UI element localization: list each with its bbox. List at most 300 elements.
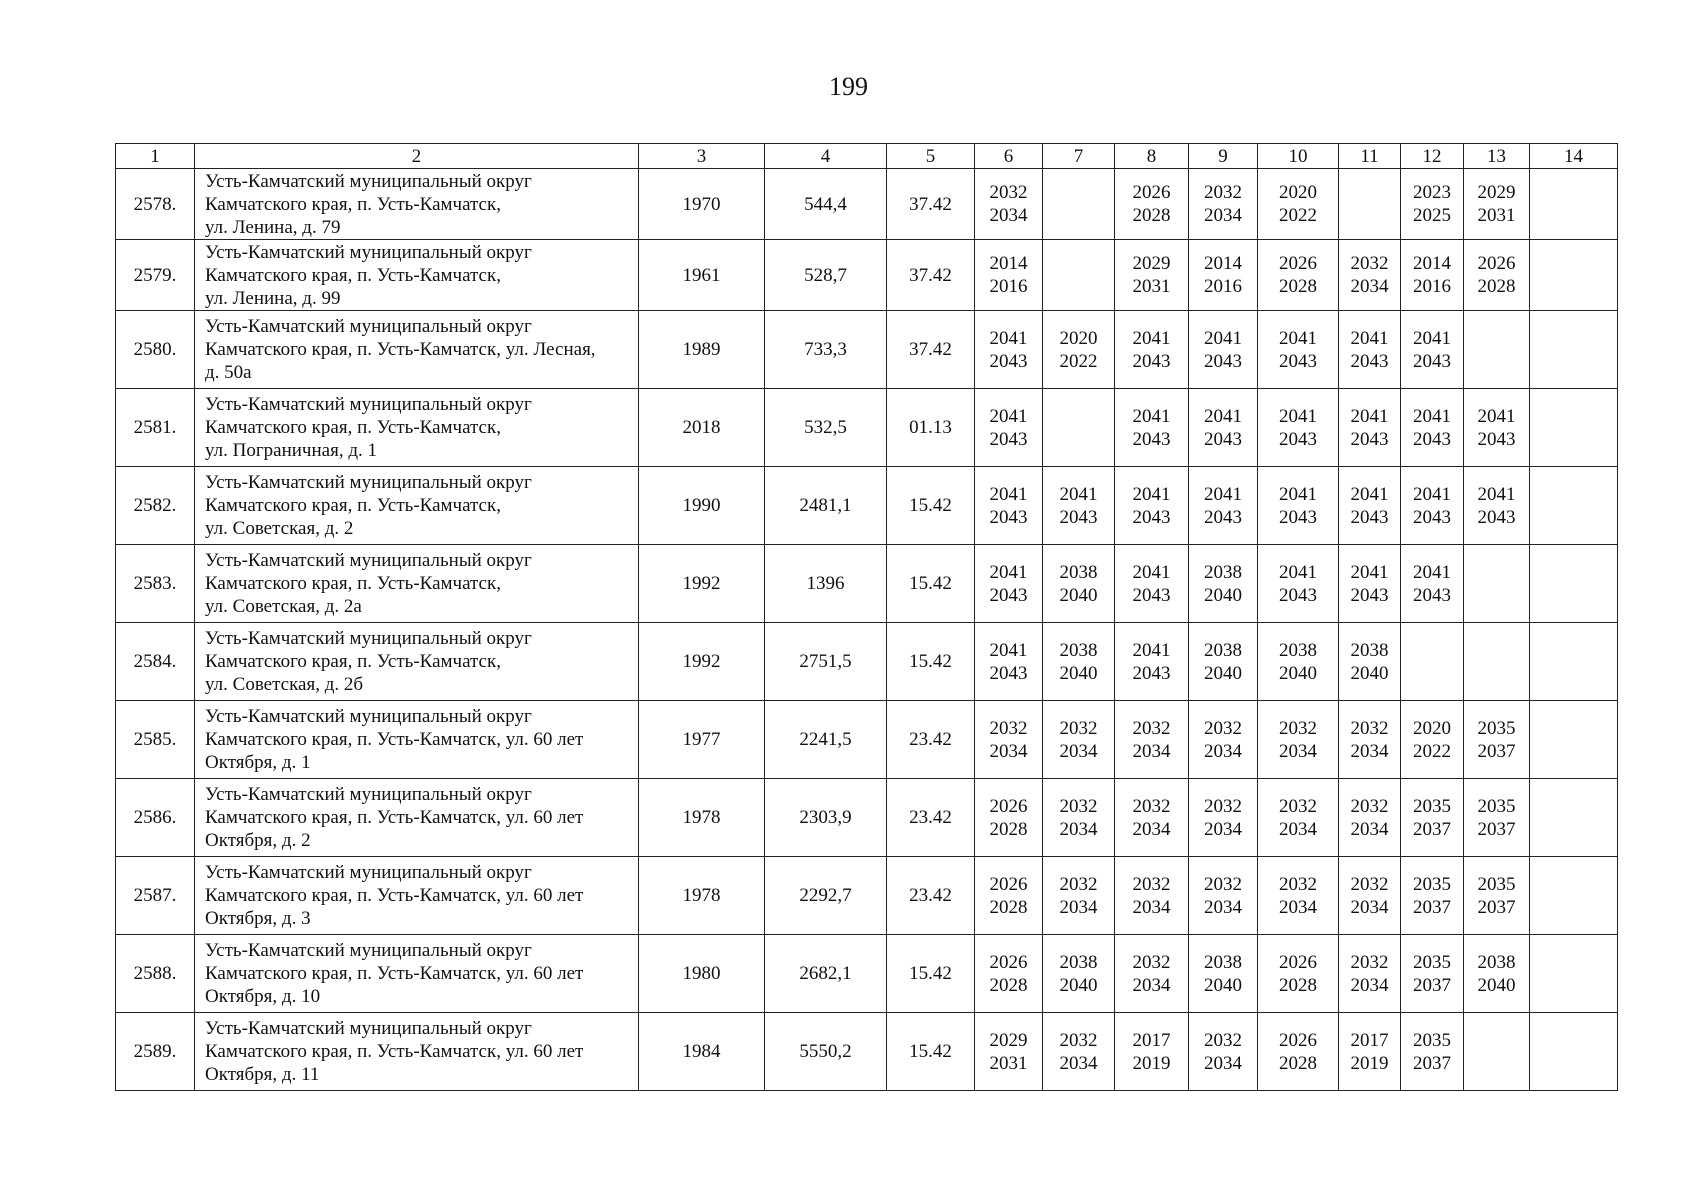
period-year: 2043 (1413, 350, 1451, 372)
address-line: ул. Советская, д. 2а (205, 596, 362, 617)
period-year: 2041 (1279, 327, 1317, 349)
address-cell (195, 623, 639, 701)
period-cell-12 (1401, 311, 1464, 389)
period-year: 2034 (1059, 1052, 1098, 1074)
period-year: 2032 (1204, 795, 1242, 817)
period-cell-11 (1339, 1013, 1401, 1091)
period-year: 2037 (1477, 740, 1516, 762)
address-line: Камчатского края, п. Усть-Камчатск, (205, 573, 501, 594)
period-cell-12 (1401, 545, 1464, 623)
total-area: 2751,5 (765, 623, 887, 701)
period-cell-13 (1464, 623, 1530, 701)
period-cell-10 (1258, 169, 1339, 240)
period-cell-7 (1043, 1013, 1115, 1091)
period-year: 2034 (1132, 740, 1171, 762)
period-year: 2032 (1132, 873, 1171, 895)
period-cell-10 (1258, 240, 1339, 311)
address-line: Октября, д. 3 (205, 908, 311, 929)
period-year: 2041 (989, 639, 1028, 661)
period-cell-12 (1401, 240, 1464, 311)
period-year: 2038 (1059, 561, 1098, 583)
period-year: 2041 (1477, 405, 1516, 427)
period-cell-12 (1401, 623, 1464, 701)
period-cell-7 (1043, 311, 1115, 389)
period-year: 2034 (1279, 896, 1317, 918)
address-cell (195, 857, 639, 935)
period-year: 2034 (1350, 974, 1389, 996)
period-cell-9 (1189, 169, 1258, 240)
period-year: 2032 (1204, 873, 1242, 895)
address-line: Усть-Камчатский муниципальный округ (205, 706, 532, 727)
table-row (116, 467, 1618, 545)
address-line: Усть-Камчатский муниципальный округ (205, 170, 532, 192)
period-cell-12 (1401, 389, 1464, 467)
table-row (116, 701, 1618, 779)
address-line: Усть-Камчатский муниципальный округ (205, 472, 532, 493)
period-cell-8 (1115, 169, 1189, 240)
column-header-11: 11 (1339, 144, 1401, 169)
period-year: 2043 (1350, 506, 1389, 528)
period-year: 2041 (1477, 483, 1516, 505)
period-year: 2035 (1413, 795, 1451, 817)
period-year: 2043 (1204, 506, 1242, 528)
period-cell-9 (1189, 623, 1258, 701)
period-year: 2032 (1132, 795, 1171, 817)
period-cell-8 (1115, 467, 1189, 545)
table-row (116, 389, 1618, 467)
period-year: 2014 (1204, 253, 1242, 274)
period-year: 2043 (1132, 350, 1171, 372)
period-year: 2032 (1204, 1029, 1242, 1051)
period-cell-10 (1258, 623, 1339, 701)
period-year: 2038 (1059, 639, 1098, 661)
period-year: 2043 (1132, 506, 1171, 528)
period-year: 2032 (1350, 717, 1389, 739)
period-year: 2043 (1350, 428, 1389, 450)
row-number: 2581. (116, 389, 195, 467)
table-row (116, 935, 1618, 1013)
period-year: 2035 (1413, 1029, 1451, 1051)
period-year: 2019 (1350, 1052, 1389, 1074)
address-line: Камчатского края, п. Усть-Камчатск, ул. 60 лет (205, 729, 584, 750)
period-year: 2035 (1413, 873, 1451, 895)
column-header-4: 4 (765, 144, 887, 169)
row-number: 2589. (116, 1013, 195, 1091)
period-cell-14 (1530, 935, 1618, 1013)
period-cell-8 (1115, 545, 1189, 623)
address-line: Усть-Камчатский муниципальный округ (205, 862, 532, 883)
period-year: 2041 (1413, 483, 1451, 505)
period-year: 2041 (989, 483, 1028, 505)
period-year: 2022 (1413, 740, 1451, 762)
period-year: 2034 (1279, 818, 1317, 840)
period-year: 2022 (1059, 350, 1098, 372)
period-year: 2037 (1477, 818, 1516, 840)
column-header-12: 12 (1401, 144, 1464, 169)
period-year: 2041 (1059, 483, 1098, 505)
period-cell-9 (1189, 857, 1258, 935)
period-cell-7 (1043, 467, 1115, 545)
address-line: Усть-Камчатский муниципальный округ (205, 316, 532, 337)
period-cell-8 (1115, 779, 1189, 857)
period-year: 2016 (1204, 276, 1242, 297)
column-header-10: 10 (1258, 144, 1339, 169)
period-cell-10 (1258, 311, 1339, 389)
period-year: 2028 (1279, 974, 1317, 996)
period-cell-14 (1530, 240, 1618, 311)
year-built: 1992 (639, 623, 765, 701)
period-year: 2034 (1132, 818, 1171, 840)
column-header-2: 2 (195, 144, 639, 169)
period-year: 2034 (1132, 974, 1171, 996)
period-year: 2041 (989, 327, 1028, 349)
period-year: 2035 (1477, 795, 1516, 817)
period-cell-7 (1043, 701, 1115, 779)
period-year: 2029 (989, 1029, 1028, 1051)
address-line: Камчатского края, п. Усть-Камчатск, ул. 60 лет (205, 1041, 584, 1062)
period-cell-10 (1258, 857, 1339, 935)
period-cell-14 (1530, 701, 1618, 779)
period-year: 2043 (989, 350, 1028, 372)
row-number: 2587. (116, 857, 195, 935)
address-line: Октября, д. 2 (205, 830, 311, 851)
period-cell-14 (1530, 857, 1618, 935)
period-year: 2026 (1132, 182, 1171, 203)
table-row (116, 545, 1618, 623)
period-year: 2034 (1279, 740, 1317, 762)
period-year: 2032 (989, 717, 1028, 739)
period-year: 2032 (1350, 951, 1389, 973)
period-cell-11 (1339, 467, 1401, 545)
address-cell (195, 389, 639, 467)
code-cell: 23.42 (887, 701, 975, 779)
column-header-5: 5 (887, 144, 975, 169)
period-year: 2038 (1350, 639, 1389, 661)
period-year: 2023 (1413, 182, 1451, 203)
period-cell-11 (1339, 623, 1401, 701)
period-year: 2017 (1132, 1029, 1171, 1051)
period-year: 2043 (989, 428, 1028, 450)
address-line: д. 50а (205, 362, 252, 383)
period-cell-13 (1464, 389, 1530, 467)
registry-table (115, 143, 1618, 1091)
period-year: 2041 (1350, 327, 1389, 349)
period-year: 2034 (1204, 1052, 1242, 1074)
period-cell-14 (1530, 169, 1618, 240)
row-number: 2578. (116, 169, 195, 240)
period-cell-6 (975, 169, 1043, 240)
period-year: 2032 (1279, 795, 1317, 817)
period-year: 2043 (1132, 662, 1171, 684)
period-cell-11 (1339, 389, 1401, 467)
period-year: 2016 (1413, 276, 1451, 297)
year-built: 1984 (639, 1013, 765, 1091)
period-year: 2032 (1059, 873, 1098, 895)
address-line: Камчатского края, п. Усть-Камчатск, ул. Лесная, (205, 339, 596, 360)
period-year: 2043 (1413, 428, 1451, 450)
period-year: 2032 (1204, 717, 1242, 739)
address-cell (195, 935, 639, 1013)
period-year: 2043 (989, 662, 1028, 684)
code-cell: 23.42 (887, 779, 975, 857)
address-line: Октября, д. 1 (205, 752, 311, 773)
period-year: 2028 (1279, 1052, 1317, 1074)
period-cell-13 (1464, 935, 1530, 1013)
year-built: 1961 (639, 240, 765, 311)
address-line: Камчатского края, п. Усть-Камчатск, (205, 417, 501, 438)
address-line: ул. Советская, д. 2 (205, 518, 354, 539)
period-year: 2043 (1132, 584, 1171, 606)
period-cell-7 (1043, 240, 1115, 311)
year-built: 2018 (639, 389, 765, 467)
code-cell: 15.42 (887, 623, 975, 701)
period-year: 2037 (1413, 1052, 1451, 1074)
period-cell-7 (1043, 389, 1115, 467)
row-number: 2588. (116, 935, 195, 1013)
period-year: 2038 (1279, 639, 1317, 661)
column-header-8: 8 (1115, 144, 1189, 169)
period-year: 2038 (1059, 951, 1098, 973)
period-year: 2026 (1279, 951, 1317, 973)
period-cell-9 (1189, 701, 1258, 779)
code-cell: 15.42 (887, 935, 975, 1013)
period-cell-13 (1464, 545, 1530, 623)
period-cell-10 (1258, 701, 1339, 779)
period-year: 2037 (1413, 896, 1451, 918)
period-year: 2031 (1477, 205, 1516, 226)
period-cell-9 (1189, 311, 1258, 389)
table-row (116, 1013, 1618, 1091)
period-cell-11 (1339, 935, 1401, 1013)
period-year: 2041 (1132, 327, 1171, 349)
period-year: 2034 (989, 205, 1028, 226)
period-cell-6 (975, 779, 1043, 857)
period-year: 2041 (1204, 483, 1242, 505)
total-area: 532,5 (765, 389, 887, 467)
table-row (116, 779, 1618, 857)
address-line: Камчатского края, п. Усть-Камчатск, (205, 495, 501, 516)
address-line: Октября, д. 10 (205, 986, 321, 1007)
period-year: 2043 (1279, 350, 1317, 372)
code-cell: 37.42 (887, 311, 975, 389)
column-header-7: 7 (1043, 144, 1115, 169)
period-year: 2038 (1204, 639, 1242, 661)
address-cell (195, 779, 639, 857)
row-number: 2579. (116, 240, 195, 311)
period-cell-8 (1115, 240, 1189, 311)
period-cell-6 (975, 311, 1043, 389)
period-year: 2040 (1059, 584, 1098, 606)
period-year: 2034 (1059, 740, 1098, 762)
row-number: 2584. (116, 623, 195, 701)
table-row (116, 240, 1618, 311)
period-cell-8 (1115, 1013, 1189, 1091)
period-cell-10 (1258, 467, 1339, 545)
year-built: 1977 (639, 701, 765, 779)
address-line: ул. Ленина, д. 99 (205, 287, 341, 309)
period-cell-12 (1401, 1013, 1464, 1091)
period-year: 2043 (1413, 584, 1451, 606)
period-cell-6 (975, 1013, 1043, 1091)
period-year: 2038 (1204, 561, 1242, 583)
period-year: 2043 (1204, 350, 1242, 372)
year-built: 1989 (639, 311, 765, 389)
period-cell-14 (1530, 623, 1618, 701)
address-line: Усть-Камчатский муниципальный округ (205, 550, 532, 571)
period-cell-11 (1339, 779, 1401, 857)
period-year: 2034 (989, 740, 1028, 762)
year-built: 1990 (639, 467, 765, 545)
period-year: 2032 (1350, 873, 1389, 895)
total-area: 2481,1 (765, 467, 887, 545)
row-number: 2580. (116, 311, 195, 389)
period-cell-10 (1258, 935, 1339, 1013)
period-year: 2043 (1279, 584, 1317, 606)
period-year: 2040 (1059, 974, 1098, 996)
period-year: 2041 (1413, 405, 1451, 427)
period-year: 2016 (989, 276, 1028, 297)
period-year: 2043 (1477, 506, 1516, 528)
period-cell-7 (1043, 545, 1115, 623)
total-area: 2682,1 (765, 935, 887, 1013)
period-year: 2028 (989, 818, 1028, 840)
period-year: 2034 (1350, 740, 1389, 762)
period-year: 2032 (1132, 717, 1171, 739)
address-line: Камчатского края, п. Усть-Камчатск, (205, 193, 501, 215)
period-cell-6 (975, 467, 1043, 545)
header-row (116, 144, 1618, 169)
period-cell-14 (1530, 779, 1618, 857)
period-year: 2043 (1279, 428, 1317, 450)
period-year: 2014 (1413, 253, 1451, 274)
period-cell-8 (1115, 623, 1189, 701)
table-body (116, 169, 1618, 1091)
period-year: 2026 (1477, 253, 1516, 274)
period-year: 2026 (1279, 253, 1317, 274)
period-cell-14 (1530, 1013, 1618, 1091)
period-year: 2026 (989, 795, 1028, 817)
period-year: 2040 (1477, 974, 1516, 996)
period-year: 2040 (1279, 662, 1317, 684)
period-cell-7 (1043, 169, 1115, 240)
period-cell-9 (1189, 545, 1258, 623)
period-year: 2034 (1350, 818, 1389, 840)
column-header-1: 1 (116, 144, 195, 169)
period-year: 2043 (989, 506, 1028, 528)
row-number: 2582. (116, 467, 195, 545)
period-year: 2043 (1059, 506, 1098, 528)
period-cell-13 (1464, 701, 1530, 779)
period-cell-10 (1258, 779, 1339, 857)
period-year: 2035 (1477, 717, 1516, 739)
period-cell-8 (1115, 857, 1189, 935)
period-cell-6 (975, 389, 1043, 467)
period-year: 2041 (1204, 405, 1242, 427)
period-year: 2028 (989, 974, 1028, 996)
period-year: 2026 (989, 951, 1028, 973)
period-year: 2017 (1350, 1029, 1389, 1051)
period-cell-10 (1258, 545, 1339, 623)
period-year: 2041 (1132, 405, 1171, 427)
period-cell-8 (1115, 701, 1189, 779)
period-cell-11 (1339, 240, 1401, 311)
address-line: Усть-Камчатский муниципальный округ (205, 628, 532, 649)
period-cell-7 (1043, 935, 1115, 1013)
period-cell-12 (1401, 467, 1464, 545)
total-area: 2303,9 (765, 779, 887, 857)
code-cell: 01.13 (887, 389, 975, 467)
period-year: 2020 (1413, 717, 1451, 739)
period-cell-6 (975, 240, 1043, 311)
period-year: 2034 (1204, 896, 1242, 918)
period-year: 2028 (1279, 276, 1317, 297)
total-area: 733,3 (765, 311, 887, 389)
period-year: 2041 (989, 561, 1028, 583)
address-line: Камчатского края, п. Усть-Камчатск, ул. 60 лет (205, 885, 584, 906)
period-year: 2041 (989, 405, 1028, 427)
year-built: 1970 (639, 169, 765, 240)
period-year: 2041 (1350, 561, 1389, 583)
table-header (116, 144, 1618, 169)
period-year: 2037 (1413, 974, 1451, 996)
column-header-9: 9 (1189, 144, 1258, 169)
period-cell-13 (1464, 1013, 1530, 1091)
period-year: 2040 (1059, 662, 1098, 684)
column-header-3: 3 (639, 144, 765, 169)
period-year: 2038 (1477, 951, 1516, 973)
total-area: 5550,2 (765, 1013, 887, 1091)
period-cell-11 (1339, 169, 1401, 240)
period-year: 2034 (1350, 276, 1389, 297)
address-line: ул. Советская, д. 2б (205, 674, 364, 695)
address-line: ул. Ленина, д. 79 (205, 216, 341, 238)
period-year: 2032 (1279, 717, 1317, 739)
year-built: 1978 (639, 779, 765, 857)
period-year: 2040 (1204, 974, 1242, 996)
period-cell-14 (1530, 467, 1618, 545)
period-cell-13 (1464, 169, 1530, 240)
address-cell (195, 1013, 639, 1091)
period-cell-7 (1043, 623, 1115, 701)
page-number: 199 (829, 72, 868, 101)
period-year: 2034 (1204, 740, 1242, 762)
period-year: 2020 (1059, 327, 1098, 349)
period-cell-11 (1339, 545, 1401, 623)
period-year: 2043 (1350, 350, 1389, 372)
total-area: 544,4 (765, 169, 887, 240)
period-year: 2026 (989, 873, 1028, 895)
period-cell-12 (1401, 779, 1464, 857)
code-cell: 37.42 (887, 240, 975, 311)
period-year: 2014 (989, 253, 1028, 274)
address-line: Усть-Камчатский муниципальный округ (205, 394, 532, 415)
period-cell-9 (1189, 240, 1258, 311)
period-year: 2032 (1279, 873, 1317, 895)
period-cell-11 (1339, 311, 1401, 389)
total-area: 2241,5 (765, 701, 887, 779)
period-year: 2043 (1279, 506, 1317, 528)
period-year: 2040 (1350, 662, 1389, 684)
column-header-6: 6 (975, 144, 1043, 169)
period-year: 2034 (1350, 896, 1389, 918)
period-year: 2043 (1477, 428, 1516, 450)
period-cell-11 (1339, 857, 1401, 935)
table-row (116, 623, 1618, 701)
total-area: 528,7 (765, 240, 887, 311)
period-cell-6 (975, 623, 1043, 701)
period-year: 2032 (1350, 253, 1389, 274)
total-area: 2292,7 (765, 857, 887, 935)
